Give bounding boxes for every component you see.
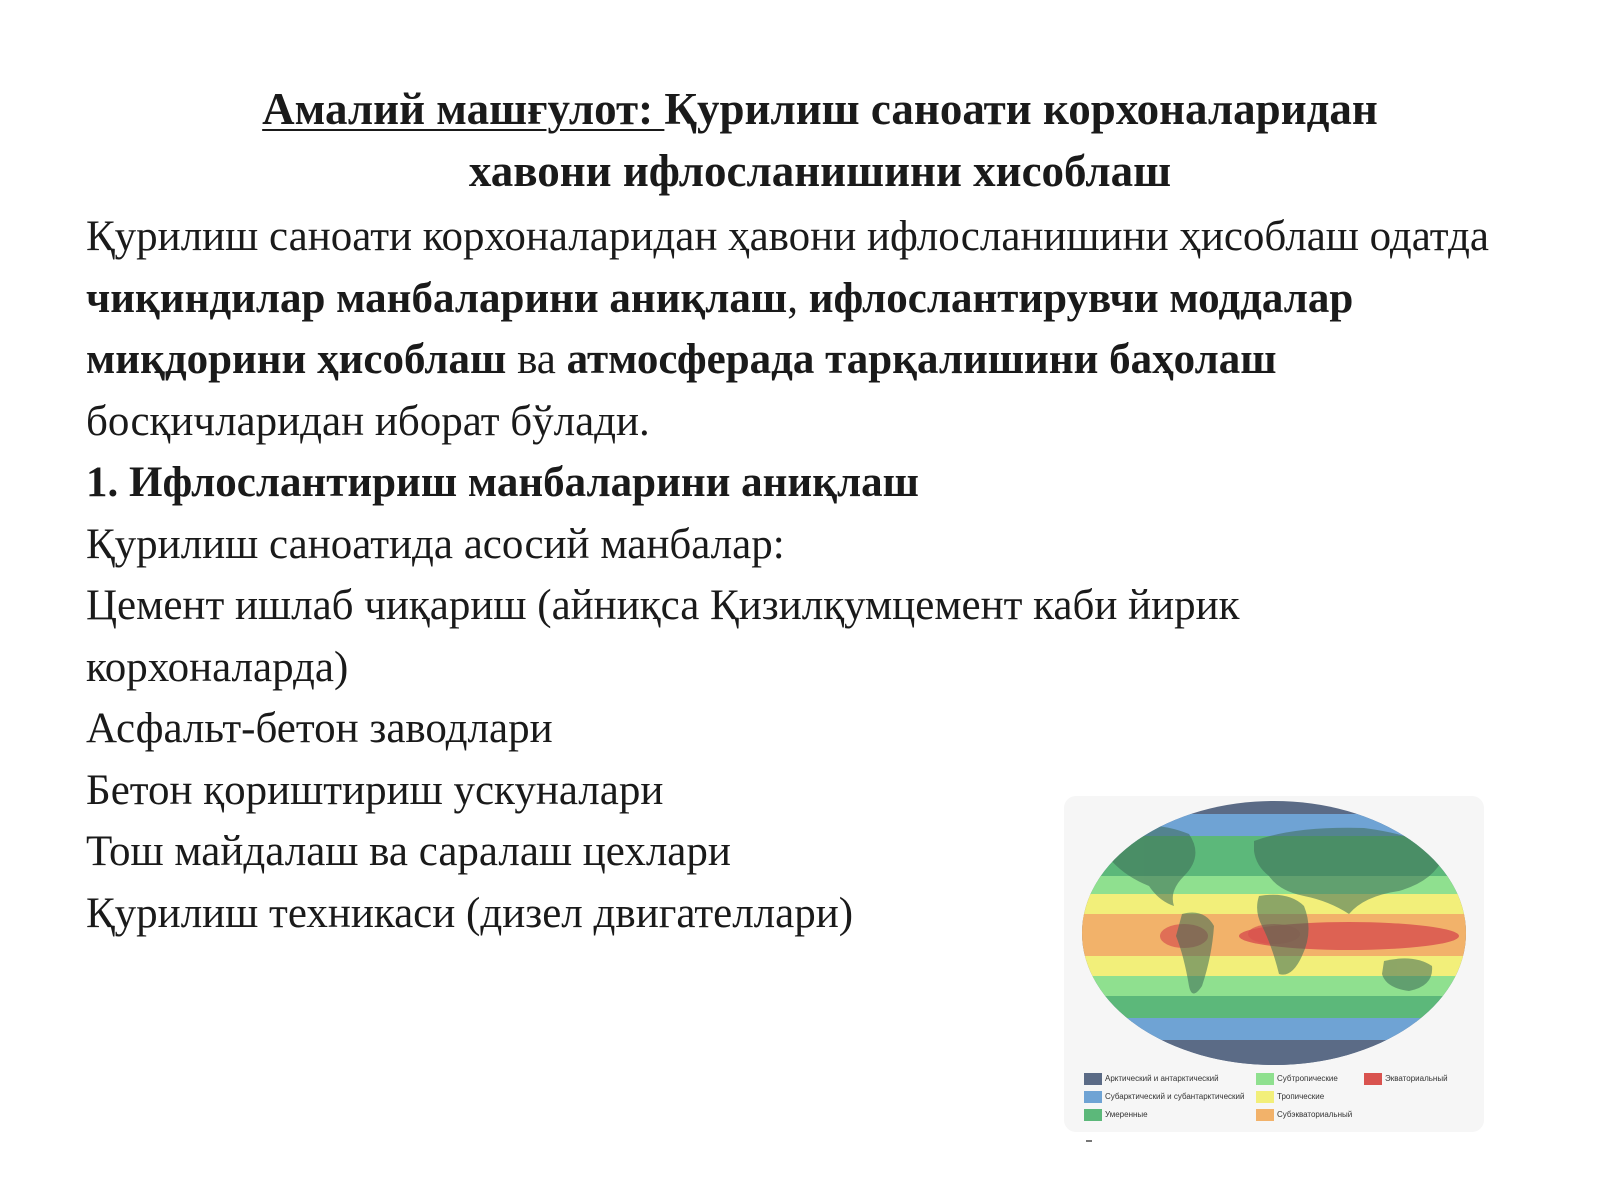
legend-item-subarctic: Субарктический и субантарктический [1084, 1088, 1244, 1106]
slide-title [120, 78, 1520, 202]
decorative-dash [1086, 1140, 1092, 1142]
title-line1: Қурилиш саноати корхоналаридан [664, 84, 1378, 134]
intro-sep-1: , [787, 274, 809, 322]
legend-item-subtropical: Субтропические [1256, 1070, 1352, 1088]
intro-bold-1: чиқиндилар манбаларини аниқлаш [86, 274, 788, 322]
intro-paragraph [86, 206, 1506, 452]
legend-item-equatorial: Экваториальный [1364, 1070, 1448, 1088]
legend-item-temperate: Умеренные [1084, 1106, 1244, 1124]
source-item-machinery: Қурилиш техникаси (дизел двигателлари) [86, 889, 854, 937]
intro-text-1: Қурилиш саноати корхоналаридан ҳавони ифлосланишини ҳисоблаш одатда [86, 213, 1489, 260]
legend-swatch [1256, 1109, 1274, 1121]
legend-item-subequatorial: Субэкваториальный [1256, 1106, 1352, 1124]
intro-sep-2: ва [506, 336, 567, 383]
title-line2: хавони ифлосланишини хисоблаш [468, 146, 1172, 196]
source-item-cement: Цемент ишлаб чиқариш (айниқса Қизилқумцемент каби йирик корхоналарда) [86, 582, 1240, 691]
intro-bold-2: ифлослантирувчи моддалар миқдорини ҳисоблаш [86, 274, 1354, 383]
legend-item-arctic: Арктический и антарктический [1084, 1070, 1244, 1088]
title-prefix: Амалий машғулот: [262, 84, 665, 134]
intro-bold-3: атмосферада тарқалишини баҳолаш [566, 336, 1277, 383]
source-item-concrete: Бетон қориштириш ускуналари [86, 766, 664, 814]
climate-zone-map [1064, 796, 1484, 1132]
legend-swatch [1084, 1091, 1102, 1103]
source-item-asphalt: Асфальт-бетон заводлари [86, 705, 553, 752]
section-heading [86, 452, 1506, 514]
section-heading-text: 1. Ифлослантириш манбаларини аниқлаш [86, 459, 919, 506]
section-lead: Қурилиш саноатида асосий манбалар: [86, 520, 785, 568]
legend-swatch [1084, 1073, 1102, 1085]
legend-swatch [1364, 1073, 1382, 1085]
legend-swatch [1084, 1109, 1102, 1121]
legend-swatch [1256, 1073, 1274, 1085]
legend-item-tropical: Тропические [1256, 1088, 1352, 1106]
source-item-stone: Тош майдалаш ва саралаш цехлари [86, 828, 731, 875]
intro-text-2: босқичларидан иборат бўлади. [86, 397, 650, 445]
legend-swatch [1256, 1091, 1274, 1103]
world-map-image [1064, 796, 1484, 1066]
